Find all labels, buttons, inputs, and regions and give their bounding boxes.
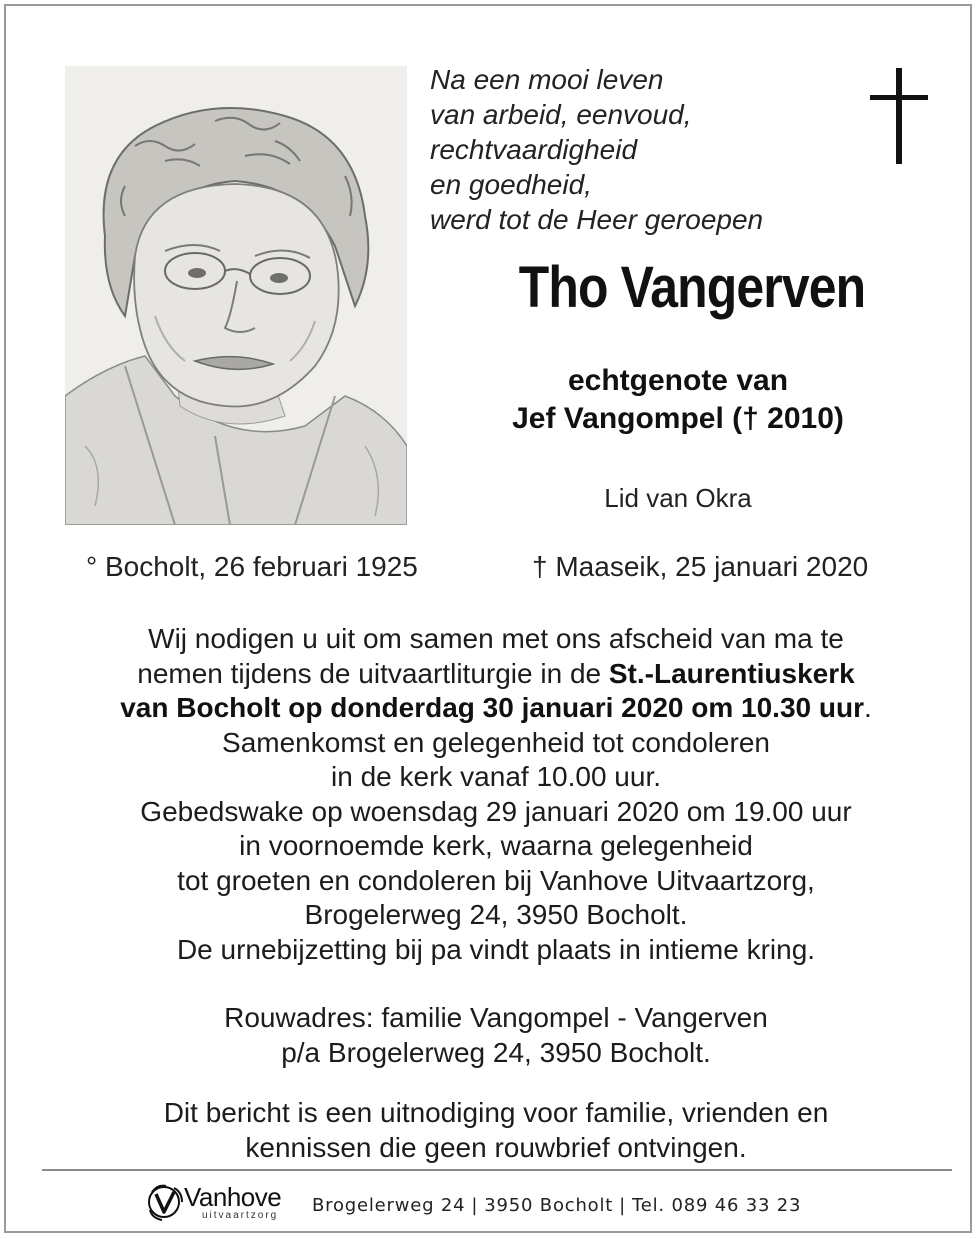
cross-vertical [896,68,902,164]
portrait-drawing [65,66,407,525]
address-line: p/a Brogelerweg 24, 3950 Bocholt. [281,1037,711,1068]
deceased-name: Tho Vangerven [518,255,866,320]
invitation-line: in de kerk vanaf 10.00 uur. [331,761,661,792]
footer-separator: | [471,1195,479,1216]
footer-city: 3950 Bocholt [484,1195,614,1216]
invitation-line: tot groeten en condoleren bij Vanhove Uitvaartzorg, [177,864,815,896]
invitation-text [26,622,966,967]
death-date: † Maaseik, 25 januari 2020 [532,551,869,582]
spouse-name: Jef Vangompel († 2010) [512,402,844,435]
poem-line: Na een mooi leven [430,64,664,95]
footer-address: Brogelerweg 24 [312,1195,466,1216]
notice-note [26,1095,966,1165]
note-line: Dit bericht is een uitnodiging voor familie, vrienden en [163,1097,829,1128]
membership: Lid van Okra [604,483,752,513]
footer-divider [42,1169,952,1171]
logo-name: Vanhove [184,1182,282,1212]
footer-separator: | [619,1195,627,1216]
obituary-card [4,4,972,1233]
invitation-line: De urnebijzetting bij pa vindt plaats in intieme kring. [176,933,816,965]
footer-contact [312,1195,801,1216]
invitation-line: Brogelerweg 24, 3950 Bocholt. [304,899,688,930]
birth-date: ° Bocholt, 26 februari 1925 [86,551,418,582]
logo-subtitle: uitvaartzorg [202,1210,279,1221]
invitation-line [26,657,966,692]
poem-line: werd tot de Heer geroepen [430,204,764,235]
spouse-info [408,362,948,438]
invitation-plain: nemen tijdens de uitvaartliturgie in de [137,657,609,689]
note-line: kennissen die geen rouwbrief ontvingen. [245,1132,747,1163]
invitation-period: . [863,692,872,723]
cross-horizontal [870,95,928,100]
invitation-line: Gebedswake op woensdag 29 januari 2020 om 19.00 uur [140,795,852,827]
invitation-line [26,691,966,726]
vanhove-logo [144,1180,304,1226]
poem-line: rechtvaardigheid [430,134,638,165]
invitation-line: Samenkomst en gelegenheid tot condoleren [222,726,770,758]
cross-icon [870,68,928,166]
poem-line: van arbeid, eenvoud, [430,99,692,130]
invitation-line: in voornoemde kerk, waarna gelegenheid [239,830,753,861]
poem-line: en goedheid, [430,169,592,200]
footer-phone: Tel. 089 46 33 23 [632,1195,802,1216]
poem-text [430,62,850,237]
spouse-line: echtgenote van [567,364,789,397]
ceremony-datetime: van Bocholt op donderdag 30 januari 2020 om 10.30 uur [120,692,864,723]
address-line: Rouwadres: familie Vangompel - Vangerven [224,1002,768,1033]
invitation-line: Wij nodigen u uit om samen met ons afscheid van ma te [148,623,844,654]
church-name: St.-Laurentiuskerk [608,657,855,689]
mourning-address [26,1000,966,1070]
vanhove-logo-icon [144,1180,188,1224]
